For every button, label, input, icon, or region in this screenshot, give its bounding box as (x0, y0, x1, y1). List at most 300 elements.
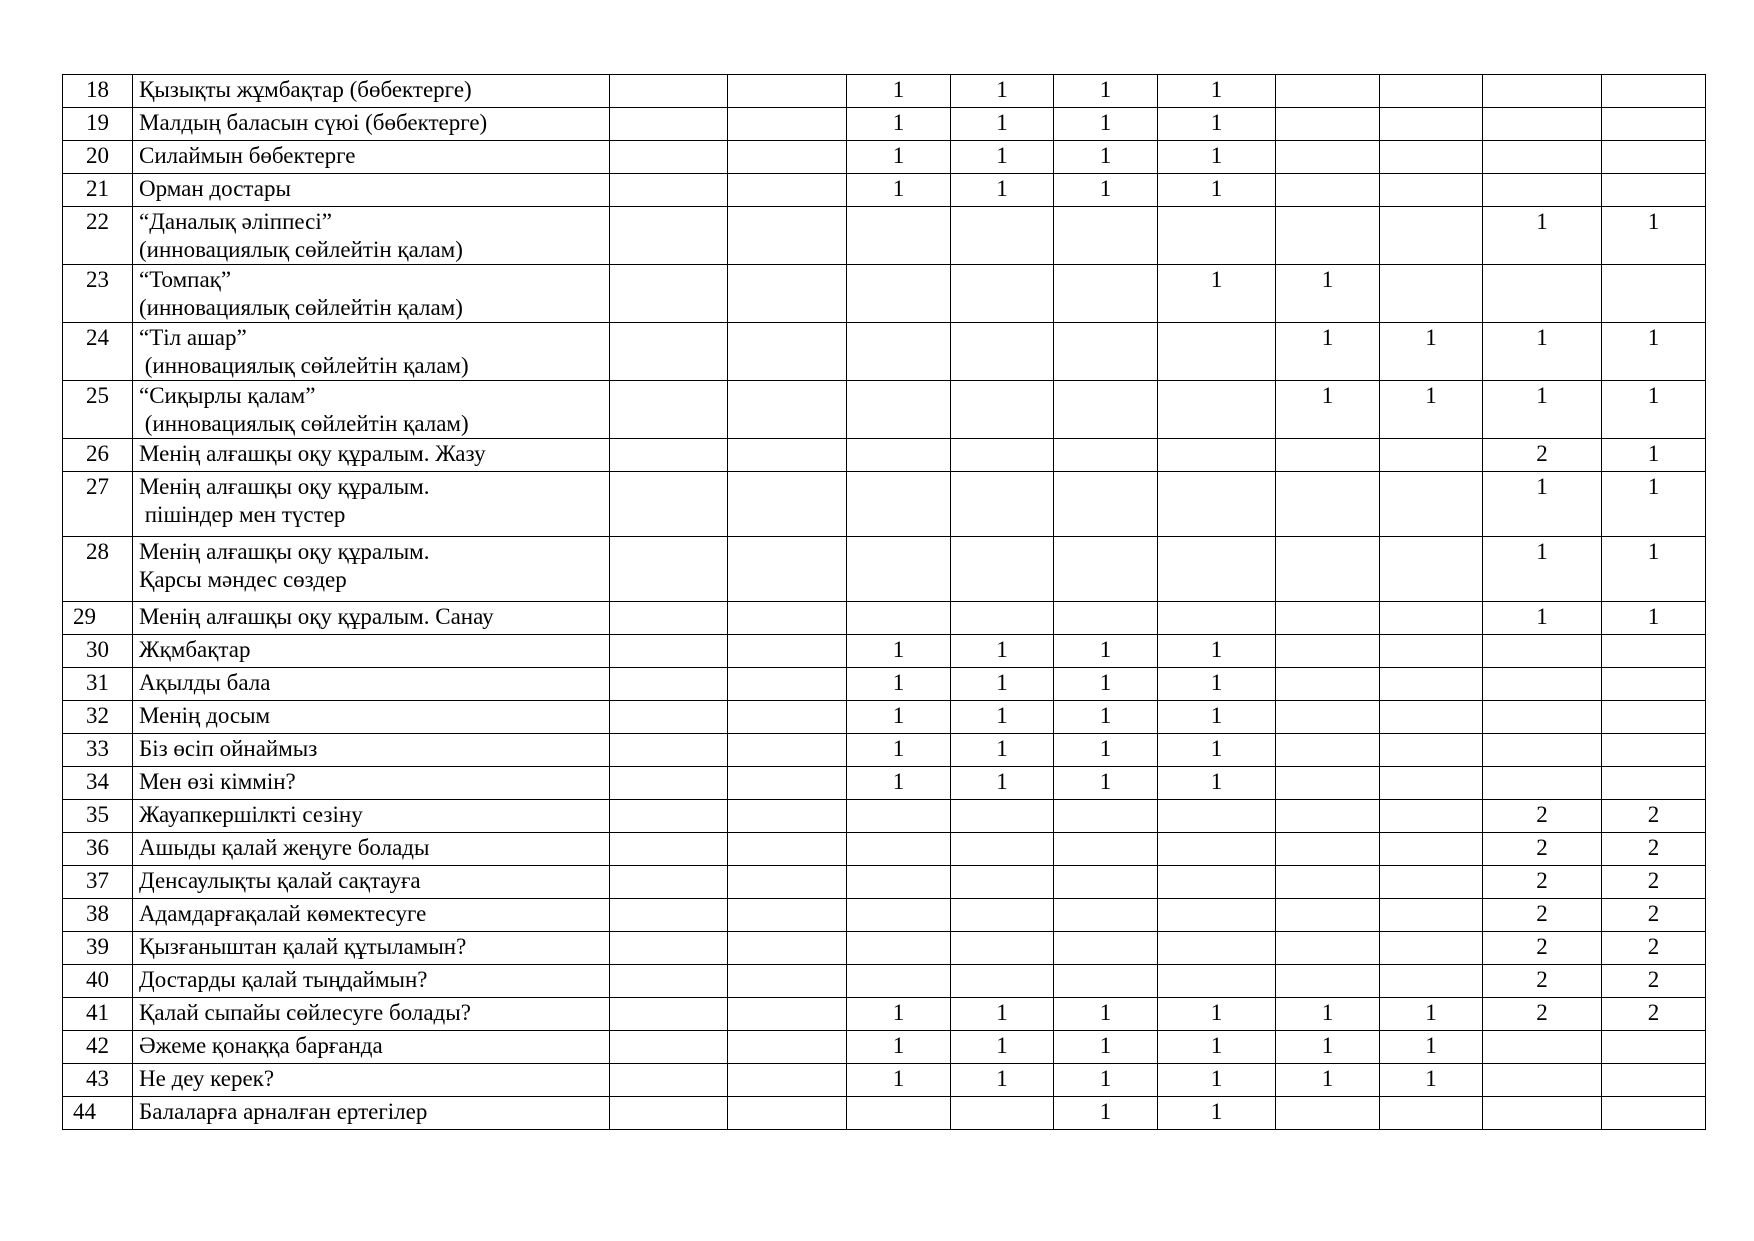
value-cell (847, 965, 951, 998)
value-cell (1380, 668, 1483, 701)
value-cell (1602, 1097, 1706, 1130)
value-cell (1483, 701, 1602, 734)
value-cell (1276, 1097, 1380, 1130)
value-cell: 1 (1483, 323, 1602, 381)
value-cell (728, 833, 847, 866)
value-cell (610, 932, 728, 965)
value-cell (1380, 767, 1483, 800)
value-cell (728, 668, 847, 701)
value-cell (1380, 472, 1483, 537)
value-cell (610, 381, 728, 439)
value-cell (1483, 767, 1602, 800)
value-cell (1276, 75, 1380, 108)
table-row (63, 75, 1706, 108)
value-cell (610, 472, 728, 537)
value-cell: 2 (1483, 899, 1602, 932)
value-cell (610, 899, 728, 932)
value-cell: 1 (1276, 1031, 1380, 1064)
row-title: Менің алғашқы оқу құралым. Қарсы мәндес сөздер (133, 537, 610, 602)
value-cell (951, 472, 1054, 537)
value-cell (1380, 602, 1483, 635)
value-cell (1276, 174, 1380, 207)
value-cell: 1 (847, 174, 951, 207)
row-number: 38 (63, 899, 133, 932)
value-cell: 1 (951, 75, 1054, 108)
value-cell (610, 866, 728, 899)
table-row (63, 668, 1706, 701)
value-cell: 1 (1602, 602, 1706, 635)
row-number: 39 (63, 932, 133, 965)
value-cell (728, 965, 847, 998)
value-cell (728, 602, 847, 635)
table-row (63, 1097, 1706, 1130)
table-row (63, 323, 1706, 381)
value-cell (610, 323, 728, 381)
value-cell: 2 (1483, 866, 1602, 899)
row-number: 27 (63, 472, 133, 537)
value-cell: 1 (1158, 701, 1276, 734)
row-title: Силаймын бөбектерге (133, 141, 610, 174)
value-cell (1602, 265, 1706, 323)
value-cell (1276, 668, 1380, 701)
value-cell: 2 (1602, 998, 1706, 1031)
value-cell: 2 (1483, 439, 1602, 472)
row-number: 24 (63, 323, 133, 381)
value-cell: 1 (847, 1031, 951, 1064)
value-cell: 2 (1483, 833, 1602, 866)
value-cell (728, 701, 847, 734)
value-cell (1054, 323, 1158, 381)
value-cell (1054, 833, 1158, 866)
value-cell (728, 207, 847, 265)
value-cell: 1 (847, 1064, 951, 1097)
value-cell: 1 (1158, 1064, 1276, 1097)
row-number: 28 (63, 537, 133, 602)
row-title: Қалай сыпайы сөйлесуге болады? (133, 998, 610, 1031)
value-cell (1380, 800, 1483, 833)
value-cell (1054, 899, 1158, 932)
value-cell (610, 108, 728, 141)
value-cell (847, 265, 951, 323)
table-row (63, 537, 1706, 602)
value-cell (1380, 207, 1483, 265)
value-cell (610, 1031, 728, 1064)
value-cell (1380, 265, 1483, 323)
value-cell (1276, 701, 1380, 734)
value-cell (1158, 323, 1276, 381)
value-cell (1054, 965, 1158, 998)
value-cell (1158, 965, 1276, 998)
value-cell (951, 866, 1054, 899)
row-number: 34 (63, 767, 133, 800)
value-cell: 1 (1054, 174, 1158, 207)
row-title: Менің алғашқы оқу құралым. Жазу (133, 439, 610, 472)
row-number: 32 (63, 701, 133, 734)
value-cell: 1 (1483, 381, 1602, 439)
value-cell (847, 833, 951, 866)
value-cell: 1 (1602, 537, 1706, 602)
value-cell (610, 1097, 728, 1130)
row-number: 26 (63, 439, 133, 472)
value-cell (951, 833, 1054, 866)
value-cell: 1 (1158, 75, 1276, 108)
value-cell (728, 734, 847, 767)
value-cell (728, 472, 847, 537)
value-cell (1276, 932, 1380, 965)
value-cell (1602, 767, 1706, 800)
row-number: 35 (63, 800, 133, 833)
value-cell: 2 (1483, 998, 1602, 1031)
value-cell: 1 (1602, 439, 1706, 472)
value-cell (1380, 932, 1483, 965)
value-cell (610, 701, 728, 734)
value-cell (610, 965, 728, 998)
value-cell (951, 439, 1054, 472)
value-cell: 1 (847, 108, 951, 141)
row-title: Не деу керек? (133, 1064, 610, 1097)
row-title: Біз өсіп ойнаймыз (133, 734, 610, 767)
value-cell (728, 800, 847, 833)
value-cell: 1 (1158, 998, 1276, 1031)
value-cell: 1 (1483, 537, 1602, 602)
value-cell (610, 800, 728, 833)
value-cell (951, 800, 1054, 833)
value-cell: 1 (1158, 141, 1276, 174)
value-cell: 1 (1276, 381, 1380, 439)
table-row (63, 174, 1706, 207)
value-cell (1276, 965, 1380, 998)
table-row (63, 472, 1706, 537)
value-cell: 1 (1054, 767, 1158, 800)
row-number: 31 (63, 668, 133, 701)
value-cell (610, 833, 728, 866)
row-title: Достарды қалай тыңдаймын? (133, 965, 610, 998)
value-cell: 1 (951, 1031, 1054, 1064)
table-row (63, 932, 1706, 965)
value-cell: 2 (1483, 800, 1602, 833)
value-cell: 1 (951, 141, 1054, 174)
value-cell: 1 (951, 635, 1054, 668)
value-cell: 1 (1158, 635, 1276, 668)
value-cell (1380, 537, 1483, 602)
value-cell (1602, 734, 1706, 767)
value-cell (1158, 602, 1276, 635)
value-cell: 1 (1158, 1031, 1276, 1064)
value-cell (728, 108, 847, 141)
value-cell (847, 866, 951, 899)
value-cell (728, 381, 847, 439)
value-cell (1054, 472, 1158, 537)
row-title: Қызғаныштан қалай құтыламын? (133, 932, 610, 965)
value-cell (1483, 141, 1602, 174)
value-cell: 1 (1602, 207, 1706, 265)
row-title: “Сиқырлы қалам” (инновациялық сөйлейтін қалам) (133, 381, 610, 439)
value-cell: 1 (1602, 323, 1706, 381)
value-cell (1602, 701, 1706, 734)
value-cell (1602, 141, 1706, 174)
value-cell: 1 (951, 998, 1054, 1031)
value-cell (1602, 174, 1706, 207)
value-cell (1276, 833, 1380, 866)
row-number: 19 (63, 108, 133, 141)
value-cell (1054, 381, 1158, 439)
value-cell (1602, 108, 1706, 141)
value-cell (1380, 1097, 1483, 1130)
value-cell: 1 (1054, 998, 1158, 1031)
value-cell: 1 (1276, 265, 1380, 323)
value-cell (951, 265, 1054, 323)
value-cell (847, 899, 951, 932)
value-cell (1054, 207, 1158, 265)
value-cell (1483, 1031, 1602, 1064)
value-cell: 1 (1380, 998, 1483, 1031)
table-row (63, 1031, 1706, 1064)
value-cell (1380, 866, 1483, 899)
value-cell (1380, 108, 1483, 141)
value-cell (1054, 932, 1158, 965)
value-cell (728, 932, 847, 965)
value-cell (728, 141, 847, 174)
value-cell: 1 (847, 998, 951, 1031)
row-title: Менің алғашқы оқу құралым. пішіндер мен түстер (133, 472, 610, 537)
value-cell (610, 75, 728, 108)
value-cell: 1 (1054, 668, 1158, 701)
row-number: 22 (63, 207, 133, 265)
value-cell: 1 (951, 668, 1054, 701)
row-title: Ашыды қалай жеңуге болады (133, 833, 610, 866)
row-title: Денсаулықты қалай сақтауға (133, 866, 610, 899)
value-cell (951, 537, 1054, 602)
value-cell (1276, 767, 1380, 800)
row-title: Жқмбақтар (133, 635, 610, 668)
table-row (63, 866, 1706, 899)
value-cell (728, 537, 847, 602)
value-cell: 2 (1483, 965, 1602, 998)
value-cell (847, 207, 951, 265)
value-cell (1380, 75, 1483, 108)
value-cell: 1 (847, 701, 951, 734)
value-cell (610, 439, 728, 472)
value-cell: 2 (1602, 800, 1706, 833)
value-cell (610, 734, 728, 767)
value-cell (1276, 800, 1380, 833)
value-cell (1602, 75, 1706, 108)
value-cell (1158, 800, 1276, 833)
row-number: 37 (63, 866, 133, 899)
value-cell (1158, 381, 1276, 439)
table-row (63, 833, 1706, 866)
value-cell (610, 635, 728, 668)
row-title: Мен өзі кіммін? (133, 767, 610, 800)
value-cell: 1 (1054, 1097, 1158, 1130)
value-cell: 2 (1602, 965, 1706, 998)
value-cell: 1 (951, 108, 1054, 141)
row-title: Менің алғашқы оқу құралым. Санау (133, 602, 610, 635)
value-cell: 1 (1602, 381, 1706, 439)
value-cell (1483, 1064, 1602, 1097)
value-cell (847, 323, 951, 381)
row-title: Балаларға арналған ертегілер (133, 1097, 610, 1130)
value-cell (1483, 108, 1602, 141)
value-cell (1380, 734, 1483, 767)
value-cell (951, 381, 1054, 439)
value-cell: 1 (1054, 141, 1158, 174)
value-cell (951, 207, 1054, 265)
value-cell (610, 767, 728, 800)
value-cell (1054, 265, 1158, 323)
value-cell (1158, 537, 1276, 602)
table-row (63, 800, 1706, 833)
value-cell (728, 767, 847, 800)
value-cell (1276, 866, 1380, 899)
row-title: Малдың баласын сүюі (бөбектерге) (133, 108, 610, 141)
value-cell (728, 75, 847, 108)
table-row (63, 1064, 1706, 1097)
value-cell: 1 (1054, 75, 1158, 108)
value-cell: 1 (951, 767, 1054, 800)
row-number: 20 (63, 141, 133, 174)
value-cell: 1 (1054, 108, 1158, 141)
value-cell (847, 932, 951, 965)
value-cell (951, 323, 1054, 381)
row-title: Жауапкершілкті сезіну (133, 800, 610, 833)
row-number: 42 (63, 1031, 133, 1064)
value-cell (1158, 439, 1276, 472)
value-cell: 1 (1158, 108, 1276, 141)
table-row (63, 381, 1706, 439)
value-cell: 1 (847, 75, 951, 108)
value-cell (1483, 265, 1602, 323)
value-cell (1602, 1064, 1706, 1097)
value-cell (1276, 635, 1380, 668)
row-title: “Томпақ” (инновациялық сөйлейтін қалам) (133, 265, 610, 323)
value-cell: 1 (1158, 174, 1276, 207)
value-cell (1276, 207, 1380, 265)
table-row (63, 734, 1706, 767)
row-title: Ақылды бала (133, 668, 610, 701)
value-cell (1158, 207, 1276, 265)
value-cell (1054, 866, 1158, 899)
value-cell (1380, 701, 1483, 734)
value-cell (951, 1097, 1054, 1130)
value-cell: 1 (1483, 602, 1602, 635)
value-cell: 1 (1158, 734, 1276, 767)
value-cell: 1 (847, 767, 951, 800)
value-cell (728, 1097, 847, 1130)
value-cell: 1 (847, 734, 951, 767)
value-cell (847, 439, 951, 472)
value-cell (951, 602, 1054, 635)
value-cell (1158, 833, 1276, 866)
row-title: Менің досым (133, 701, 610, 734)
table-row (63, 439, 1706, 472)
value-cell (1380, 899, 1483, 932)
course-table (62, 74, 1706, 1130)
value-cell (847, 602, 951, 635)
table-row (63, 108, 1706, 141)
value-cell: 1 (951, 1064, 1054, 1097)
value-cell (1276, 734, 1380, 767)
value-cell (1483, 668, 1602, 701)
value-cell (847, 537, 951, 602)
row-number: 30 (63, 635, 133, 668)
value-cell (1054, 800, 1158, 833)
value-cell (951, 899, 1054, 932)
value-cell (610, 668, 728, 701)
row-number: 21 (63, 174, 133, 207)
value-cell: 1 (847, 668, 951, 701)
row-number: 18 (63, 75, 133, 108)
value-cell: 1 (1054, 701, 1158, 734)
table-row (63, 899, 1706, 932)
value-cell (847, 381, 951, 439)
value-cell (1158, 866, 1276, 899)
value-cell (1483, 174, 1602, 207)
table-row (63, 998, 1706, 1031)
value-cell (1054, 537, 1158, 602)
table-row (63, 602, 1706, 635)
value-cell: 1 (951, 174, 1054, 207)
value-cell (847, 472, 951, 537)
value-cell (728, 265, 847, 323)
row-title: “Тіл ашар” (инновациялық сөйлейтін қалам) (133, 323, 610, 381)
value-cell (1602, 1031, 1706, 1064)
value-cell (610, 265, 728, 323)
value-cell: 2 (1602, 866, 1706, 899)
value-cell: 1 (1054, 635, 1158, 668)
value-cell: 1 (1054, 1064, 1158, 1097)
row-number: 44 (63, 1097, 133, 1130)
value-cell (728, 439, 847, 472)
value-cell (1276, 108, 1380, 141)
row-title: Адамдарғақалай көмектесуге (133, 899, 610, 932)
value-cell: 1 (1380, 1031, 1483, 1064)
value-cell (1483, 635, 1602, 668)
value-cell (1276, 141, 1380, 174)
value-cell (610, 1064, 728, 1097)
value-cell (951, 965, 1054, 998)
value-cell (728, 899, 847, 932)
value-cell: 1 (1276, 998, 1380, 1031)
value-cell (1380, 141, 1483, 174)
value-cell (1602, 668, 1706, 701)
table-row (63, 701, 1706, 734)
row-title: Әжеме қонаққа барғанда (133, 1031, 610, 1064)
value-cell (1276, 899, 1380, 932)
value-cell (1483, 75, 1602, 108)
value-cell (728, 998, 847, 1031)
value-cell (1276, 472, 1380, 537)
value-cell: 1 (1602, 472, 1706, 537)
value-cell (1602, 635, 1706, 668)
value-cell (610, 174, 728, 207)
value-cell (1054, 602, 1158, 635)
value-cell (1380, 833, 1483, 866)
value-cell: 1 (1054, 734, 1158, 767)
table-body (63, 75, 1706, 1130)
value-cell (1380, 635, 1483, 668)
value-cell: 1 (1380, 323, 1483, 381)
value-cell (1380, 174, 1483, 207)
value-cell (951, 932, 1054, 965)
value-cell (1276, 602, 1380, 635)
value-cell (1380, 965, 1483, 998)
row-number: 41 (63, 998, 133, 1031)
row-number: 43 (63, 1064, 133, 1097)
value-cell (728, 323, 847, 381)
value-cell (1483, 734, 1602, 767)
row-title: Орман достары (133, 174, 610, 207)
